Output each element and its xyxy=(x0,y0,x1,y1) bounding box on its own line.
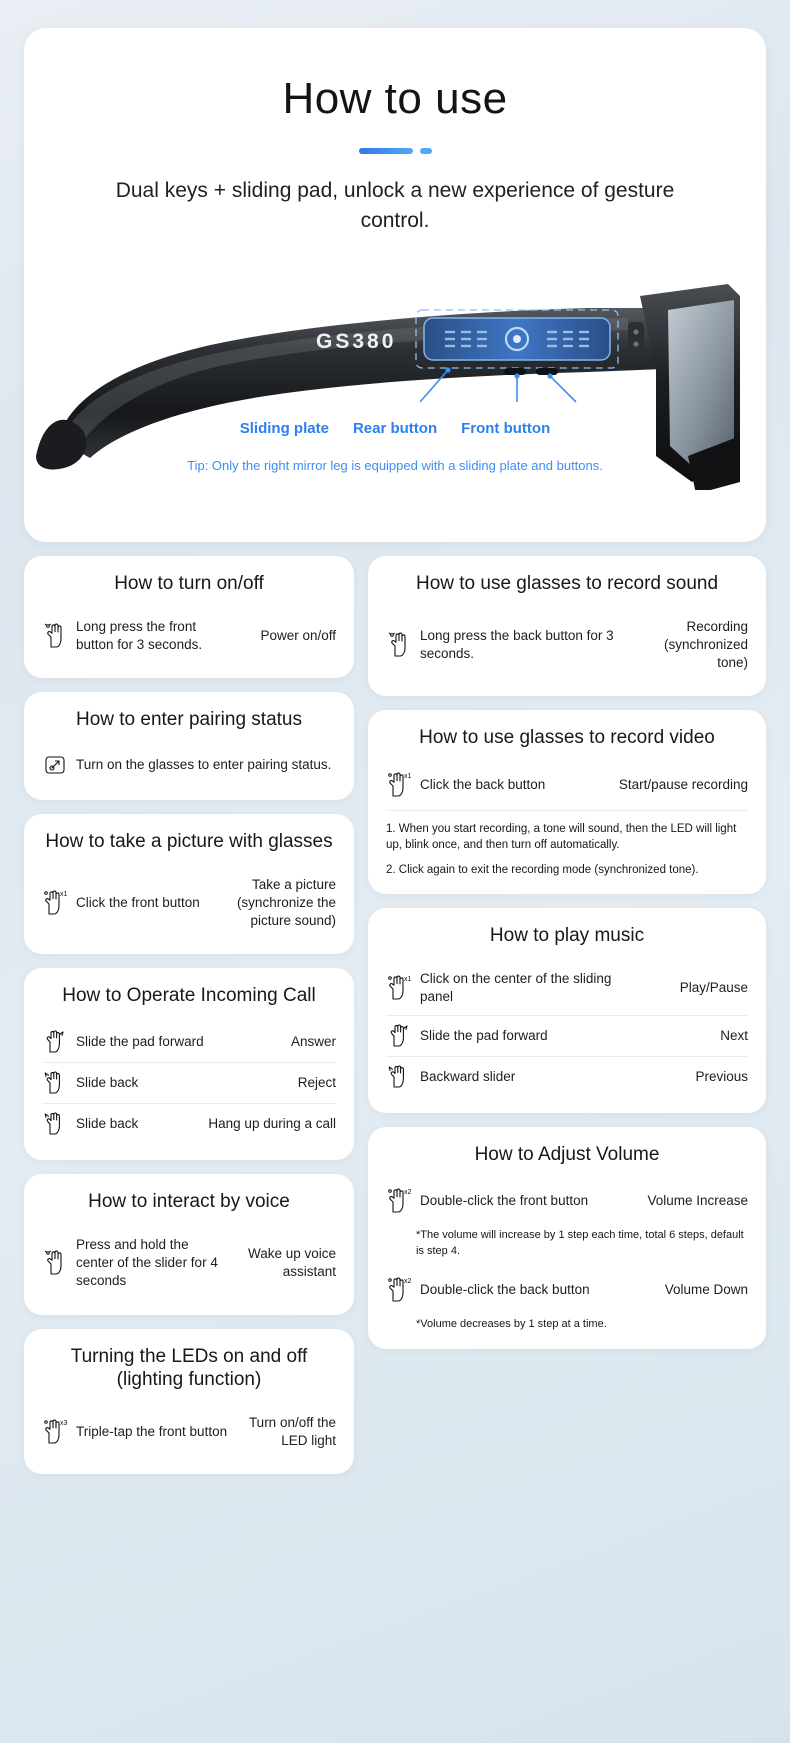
card-voice xyxy=(24,1174,354,1314)
hero-tip: Tip: Only the right mirror leg is equipped with a sliding plate and buttons. xyxy=(187,457,603,473)
hand-click-x1-icon xyxy=(386,975,412,1001)
instruction-action: Slide the pad forward xyxy=(420,1027,548,1043)
divider-long xyxy=(359,148,413,154)
slide-back-icon xyxy=(42,1071,68,1095)
instruction-result: Reject xyxy=(297,1074,336,1090)
hand-long-press-icon xyxy=(42,623,68,649)
svg-text:x2: x2 xyxy=(404,1278,412,1286)
card-picture xyxy=(24,814,354,954)
card-power xyxy=(24,556,354,678)
note: 1. When you start recording, a tone will sound, then the LED will light up, blink once, and then turn off automatically. xyxy=(386,823,737,852)
card-title-picture: How to take a picture with glasses xyxy=(45,830,333,852)
hero-subtitle: Dual keys + sliding pad, unlock a new experience of gesture control. xyxy=(115,179,675,232)
instruction-row xyxy=(42,868,336,939)
hand-click-x1-icon xyxy=(42,890,68,916)
instruction-row xyxy=(42,1103,336,1144)
instruction-action: Click on the center of the sliding panel xyxy=(420,971,612,1005)
glasses-svg xyxy=(28,250,766,490)
instruction-row xyxy=(386,764,748,806)
slide-forward-icon xyxy=(386,1024,412,1048)
slide-forward-icon xyxy=(42,1030,68,1054)
instruction-result: Wake up voice assistant xyxy=(247,1245,336,1280)
card-title-led: Turning the LEDs on and off (lighting function) xyxy=(70,1345,308,1391)
divider xyxy=(386,810,748,811)
instruction-row xyxy=(42,1406,336,1458)
instruction-row xyxy=(386,962,748,1014)
instruction-action: Slide back xyxy=(76,1074,139,1090)
hand-click-x2-icon xyxy=(386,1277,412,1303)
instruction-action: Turn on the glasses to enter pairing status. xyxy=(76,756,332,772)
slide-back-icon xyxy=(386,1065,412,1089)
instruction-action: Click the front button xyxy=(76,894,200,910)
card-title-incoming-call: How to Operate Incoming Call xyxy=(62,985,316,1007)
instruction-action: Triple-tap the front button xyxy=(76,1424,228,1440)
instruction-row xyxy=(386,1056,748,1097)
instruction-result: Previous xyxy=(695,1068,748,1084)
hero-card xyxy=(24,28,766,542)
page-title: How to use xyxy=(282,74,508,123)
hand-long-press-icon xyxy=(42,1250,68,1276)
instruction-grid xyxy=(24,556,766,1474)
instruction-result: Play/Pause xyxy=(679,980,748,996)
card-volume xyxy=(368,1127,766,1349)
instruction-result: Take a picture (synchronize the picture sound) xyxy=(236,876,336,929)
instruction-action: Press and hold the center of the slider for 4 seconds xyxy=(76,1236,218,1289)
slide-back-icon xyxy=(42,1112,68,1136)
card-title-pairing: How to enter pairing status xyxy=(75,709,302,731)
instruction-row xyxy=(42,1228,336,1299)
callout-rear-button: Rear button xyxy=(352,419,438,437)
instruction-row xyxy=(386,1015,748,1056)
right-column xyxy=(368,556,766,1349)
pairing-icon xyxy=(42,754,68,776)
instruction-result: Start/pause recording xyxy=(618,777,748,793)
card-music xyxy=(368,908,766,1112)
instruction-row xyxy=(42,1022,336,1062)
instruction-row xyxy=(42,746,336,784)
svg-text:x3: x3 xyxy=(60,1420,68,1428)
callout-front-button: Front button xyxy=(461,419,551,437)
card-record-sound xyxy=(368,556,766,696)
instruction-action: Backward slider xyxy=(420,1068,516,1084)
note: *The volume will increase by 1 step each time, total 6 steps, default is step 4. xyxy=(416,1229,744,1257)
svg-text:x1: x1 xyxy=(60,891,68,899)
hand-long-press-icon xyxy=(386,632,412,658)
instruction-result: Volume Down xyxy=(664,1282,748,1298)
svg-text:x2: x2 xyxy=(404,1189,412,1197)
card-title-music: How to play music xyxy=(489,925,645,947)
card-title-volume: How to Adjust Volume xyxy=(474,1143,660,1165)
card-title-voice: How to interact by voice xyxy=(88,1191,290,1213)
hand-click-x2-icon xyxy=(386,1188,412,1214)
instruction-action: Click the back button xyxy=(420,777,546,793)
card-incoming-call xyxy=(24,968,354,1160)
title-divider xyxy=(52,148,738,154)
note: *Volume decreases by 1 step at a time. xyxy=(416,1318,607,1331)
instruction-action: Slide back xyxy=(76,1115,139,1131)
hand-click-x3-icon xyxy=(42,1419,68,1445)
instruction-result: Answer xyxy=(290,1033,336,1049)
card-led xyxy=(24,1329,354,1475)
hand-click-x1-icon xyxy=(386,772,412,798)
svg-text:x1: x1 xyxy=(404,976,412,984)
instruction-result: Recording (synchronized tone) xyxy=(663,618,748,671)
product-label: GS380 xyxy=(316,329,397,353)
instruction-action: Slide the pad forward xyxy=(76,1033,204,1049)
card-title-record-video: How to use glasses to record video xyxy=(419,727,715,749)
instruction-result: Hang up during a call xyxy=(208,1115,336,1131)
instruction-row xyxy=(42,610,336,662)
instruction-row xyxy=(386,1269,748,1311)
instruction-row xyxy=(42,1062,336,1103)
instruction-action: Double-click the front button xyxy=(420,1193,589,1209)
card-record-video xyxy=(368,710,766,894)
note: 2. Click again to exit the recording mode (synchronized tone). xyxy=(386,864,699,877)
instruction-row xyxy=(386,610,748,681)
divider-short xyxy=(420,148,432,154)
glasses-illustration xyxy=(52,250,738,500)
svg-text:x1: x1 xyxy=(404,773,412,781)
callout-sliding-plate: Sliding plate xyxy=(239,419,329,437)
instruction-result: Next xyxy=(720,1027,748,1043)
left-column xyxy=(24,556,354,1474)
callout-labels xyxy=(52,420,738,437)
instruction-result: Turn on/off the LED light xyxy=(248,1415,336,1449)
card-title-record-sound: How to use glasses to record sound xyxy=(415,573,719,594)
instruction-action: Long press the front button for 3 seconds. xyxy=(76,618,203,652)
instruction-result: Power on/off xyxy=(260,627,336,643)
instruction-row xyxy=(386,1180,748,1222)
instruction-action: Double-click the back button xyxy=(420,1282,590,1298)
instruction-result: Volume Increase xyxy=(647,1193,748,1209)
card-title-power: How to turn on/off xyxy=(114,573,264,594)
card-pairing xyxy=(24,692,354,800)
instruction-action: Long press the back button for 3 seconds. xyxy=(420,627,614,662)
